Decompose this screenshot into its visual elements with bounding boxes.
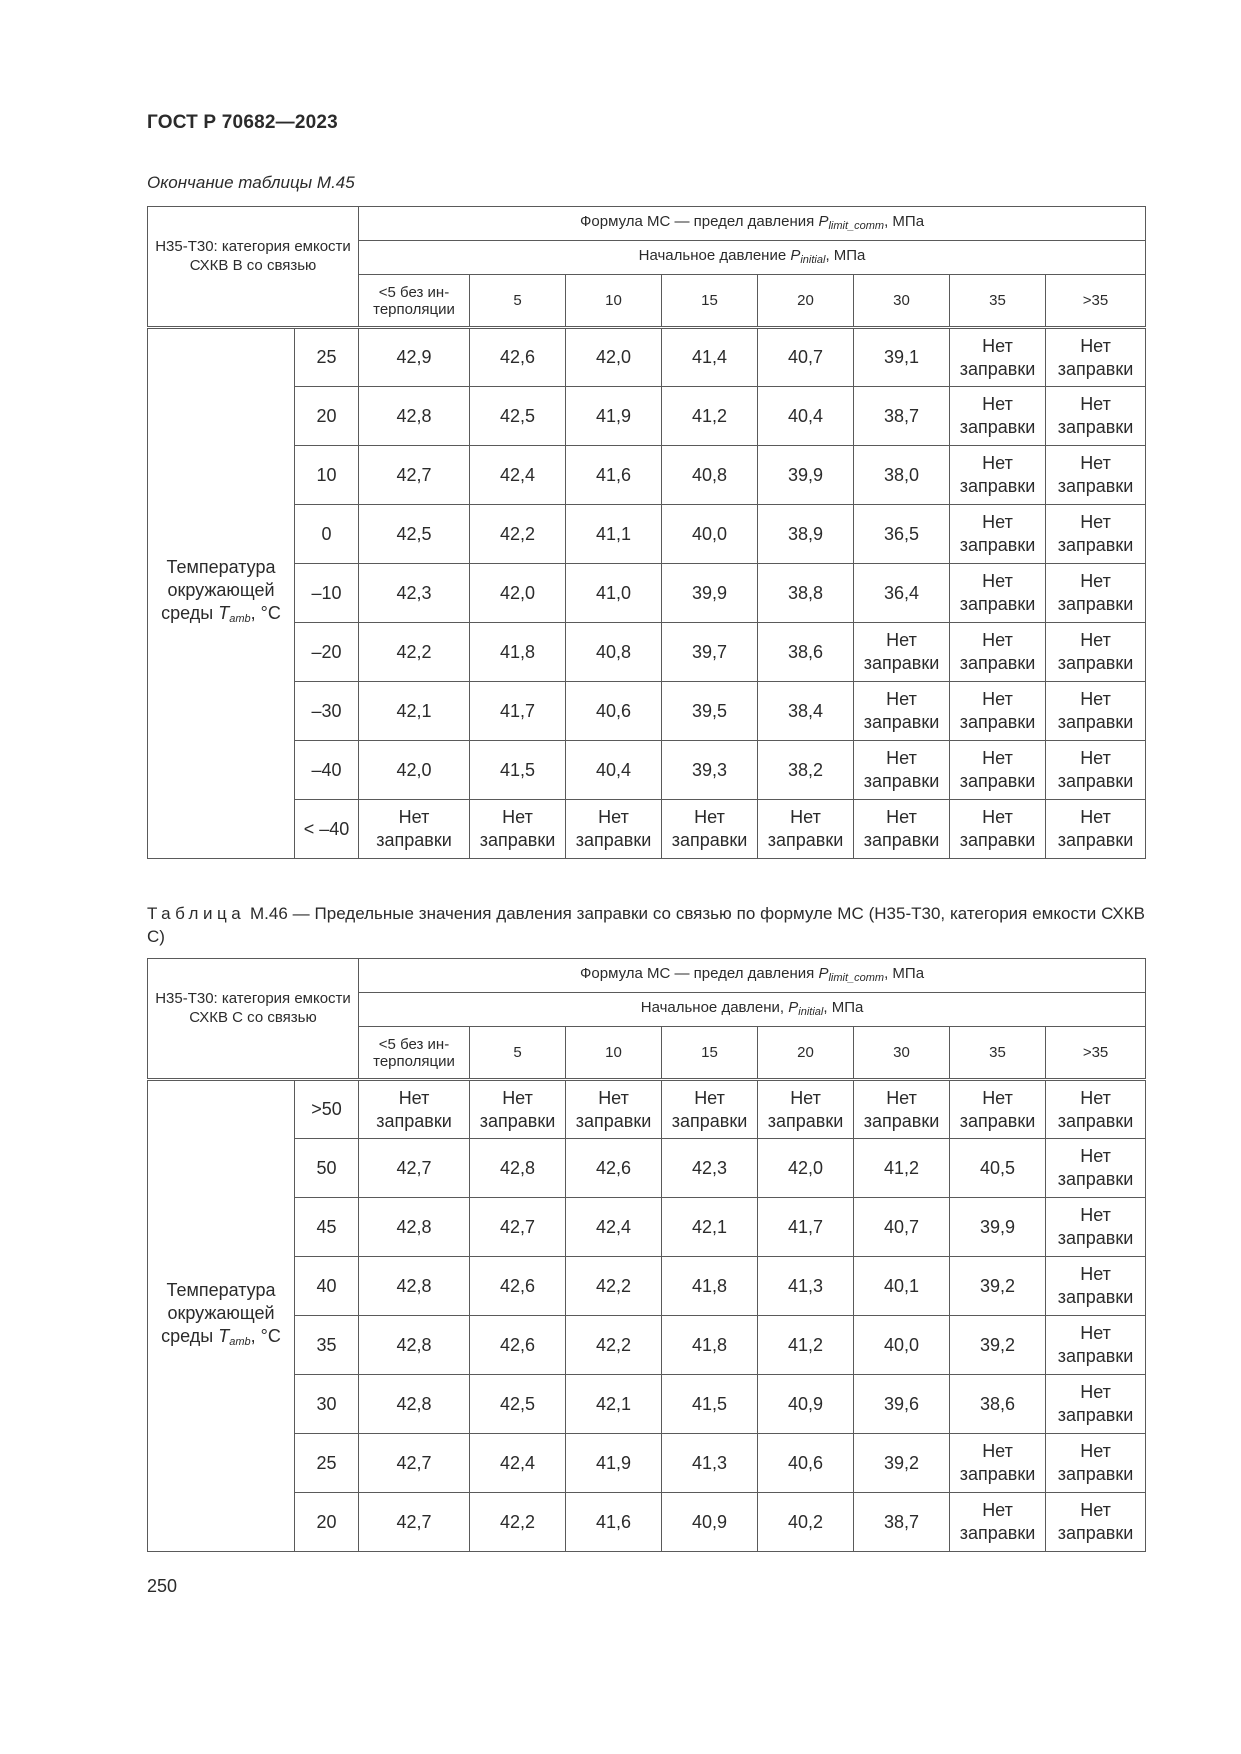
stub-subscript: amb <box>229 1335 251 1348</box>
formula-text: Формула МС — предел давления <box>580 964 819 982</box>
temperature-value: 25 <box>295 1434 359 1493</box>
table-row <box>148 1257 1146 1316</box>
temperature-value: 10 <box>295 446 359 505</box>
table-corner-header: Н35-Т30: категория емкости СХКВ В со связью <box>148 207 359 328</box>
pressure-value: Нет заправки <box>950 682 1046 741</box>
pressure-value: 41,8 <box>662 1257 758 1316</box>
pressure-value: 42,2 <box>470 505 566 564</box>
column-header: >35 <box>1046 275 1146 328</box>
table-caption-label: Таблица <box>147 904 246 923</box>
formula-variable: P <box>818 964 829 982</box>
column-header: 5 <box>470 1027 566 1080</box>
table-row <box>148 1434 1146 1493</box>
pressure-value: 41,9 <box>566 1434 662 1493</box>
pressure-value: 42,7 <box>359 1139 470 1198</box>
pressure-value: Нет заправки <box>854 623 950 682</box>
formula-variable: P <box>818 212 829 230</box>
pressure-value: 36,5 <box>854 505 950 564</box>
temperature-value: 20 <box>295 1493 359 1552</box>
pressure-value: 42,2 <box>566 1257 662 1316</box>
pressure-value: 42,3 <box>359 564 470 623</box>
formula-unit: , МПа <box>884 212 925 230</box>
pressure-value: 40,2 <box>758 1493 854 1552</box>
pressure-value: Нет заправки <box>950 623 1046 682</box>
table-row <box>148 1139 1146 1198</box>
pressure-value: 39,3 <box>662 741 758 800</box>
stub-text: Температура окружающей среды <box>161 1279 276 1346</box>
pressure-value: 41,7 <box>758 1198 854 1257</box>
pressure-value: Нет заправки <box>950 387 1046 446</box>
initial-subscript: initial <box>800 253 826 266</box>
pressure-value: 36,4 <box>854 564 950 623</box>
pressure-value: 42,8 <box>470 1139 566 1198</box>
pressure-value: 42,6 <box>566 1139 662 1198</box>
pressure-value: 40,6 <box>566 682 662 741</box>
pressure-value: 42,1 <box>359 682 470 741</box>
pressure-value: Нет заправки <box>1046 1257 1146 1316</box>
pressure-value: 41,5 <box>470 741 566 800</box>
stub-variable: T <box>218 603 230 623</box>
table-row <box>148 1198 1146 1257</box>
pressure-value: 41,8 <box>662 1316 758 1375</box>
pressure-value: Нет заправки <box>950 505 1046 564</box>
pressure-value: 42,8 <box>359 387 470 446</box>
pressure-value: Нет заправки <box>758 1080 854 1139</box>
pressure-value: 41,3 <box>662 1434 758 1493</box>
column-header: 20 <box>758 275 854 328</box>
pressure-value: Нет заправки <box>359 800 470 859</box>
pressure-value: Нет заправки <box>950 564 1046 623</box>
pressure-value: 38,7 <box>854 1493 950 1552</box>
pressure-value: 41,6 <box>566 446 662 505</box>
pressure-value: Нет заправки <box>854 741 950 800</box>
pressure-value: Нет заправки <box>566 800 662 859</box>
pressure-value: 42,6 <box>470 1316 566 1375</box>
pressure-value: 42,7 <box>359 1434 470 1493</box>
column-header: <5 без ин-терполяции <box>359 1027 470 1080</box>
pressure-value: 40,5 <box>950 1139 1046 1198</box>
pressure-value: 42,8 <box>359 1316 470 1375</box>
pressure-value: 41,4 <box>662 328 758 387</box>
pressure-value: 41,5 <box>662 1375 758 1434</box>
pressure-value: 40,0 <box>662 505 758 564</box>
pressure-value: 42,4 <box>566 1198 662 1257</box>
pressure-value: Нет заправки <box>950 741 1046 800</box>
pressure-value: Нет заправки <box>854 682 950 741</box>
pressure-value: 42,9 <box>359 328 470 387</box>
stub-subscript: amb <box>229 613 251 625</box>
pressure-value: 42,0 <box>359 741 470 800</box>
pressure-value: 42,8 <box>359 1375 470 1434</box>
pressure-value: 40,9 <box>758 1375 854 1434</box>
pressure-value: Нет заправки <box>1046 623 1146 682</box>
column-header: <5 без ин-терполяции <box>359 275 470 328</box>
pressure-value: Нет заправки <box>1046 564 1146 623</box>
pressure-value: Нет заправки <box>950 1434 1046 1493</box>
temperature-value: –20 <box>295 623 359 682</box>
temperature-value: –10 <box>295 564 359 623</box>
column-header: 30 <box>854 275 950 328</box>
pressure-value: 40,0 <box>854 1316 950 1375</box>
stub-variable: T <box>218 1325 230 1346</box>
pressure-value: Нет заправки <box>1046 800 1146 859</box>
temperature-value: 45 <box>295 1198 359 1257</box>
formula-subscript: limit_comm <box>828 971 885 984</box>
pressure-value: 41,7 <box>470 682 566 741</box>
pressure-value: 41,2 <box>854 1139 950 1198</box>
pressure-value: Нет заправки <box>758 800 854 859</box>
stub-unit: , °С <box>250 603 281 623</box>
pressure-value: 40,8 <box>566 623 662 682</box>
column-header: 35 <box>950 1027 1046 1080</box>
initial-variable: P <box>788 998 799 1016</box>
formula-header <box>359 959 1146 993</box>
stub-text: Температура окружающей среды <box>161 557 276 623</box>
table-row <box>148 741 1146 800</box>
table-caption <box>147 902 1145 948</box>
column-header: 20 <box>758 1027 854 1080</box>
pressure-value: 41,1 <box>566 505 662 564</box>
pressure-value: 39,2 <box>950 1316 1046 1375</box>
stub-unit: , °С <box>250 1325 281 1346</box>
table-row <box>148 505 1146 564</box>
pressure-value: 38,4 <box>758 682 854 741</box>
pressure-value: 41,3 <box>758 1257 854 1316</box>
formula-unit: , МПа <box>884 964 925 982</box>
pressure-value: 42,6 <box>470 1257 566 1316</box>
pressure-value: 39,9 <box>950 1198 1046 1257</box>
pressure-value: Нет заправки <box>359 1080 470 1139</box>
pressure-value: 40,9 <box>662 1493 758 1552</box>
pressure-value: Нет заправки <box>950 328 1046 387</box>
table-row <box>148 623 1146 682</box>
pressure-value: Нет заправки <box>1046 387 1146 446</box>
pressure-value: 41,8 <box>470 623 566 682</box>
pressure-value: 42,2 <box>470 1493 566 1552</box>
pressure-value: 42,8 <box>359 1198 470 1257</box>
pressure-value: 39,2 <box>854 1434 950 1493</box>
pressure-value: 38,8 <box>758 564 854 623</box>
initial-unit: , МПа <box>825 246 866 264</box>
temperature-stub-label <box>148 1080 295 1552</box>
temperature-value: >50 <box>295 1080 359 1139</box>
pressure-value: Нет заправки <box>662 800 758 859</box>
initial-unit: , МПа <box>823 998 864 1016</box>
pressure-value: 42,4 <box>470 446 566 505</box>
column-header: 30 <box>854 1027 950 1080</box>
temperature-value: 25 <box>295 328 359 387</box>
pressure-value: 40,7 <box>758 328 854 387</box>
pressure-value: 42,5 <box>359 505 470 564</box>
document-number: ГОСТ Р 70682—2023 <box>147 112 338 133</box>
pressure-value: 41,2 <box>758 1316 854 1375</box>
pressure-value: 41,6 <box>566 1493 662 1552</box>
initial-text: Начальное давлени, <box>640 998 789 1016</box>
initial-text: Начальное давление <box>638 246 791 264</box>
pressure-value: Нет заправки <box>950 1080 1046 1139</box>
temperature-value: 0 <box>295 505 359 564</box>
pressure-value: Нет заправки <box>1046 446 1146 505</box>
pressure-value: 39,2 <box>950 1257 1046 1316</box>
pressure-value: 39,9 <box>662 564 758 623</box>
pressure-value: 38,2 <box>758 741 854 800</box>
pressure-value: 39,5 <box>662 682 758 741</box>
temperature-value: –40 <box>295 741 359 800</box>
pressure-value: 38,0 <box>854 446 950 505</box>
table-body <box>148 207 1146 859</box>
pressure-value: 38,9 <box>758 505 854 564</box>
pressure-value: 38,6 <box>758 623 854 682</box>
table-row <box>148 564 1146 623</box>
pressure-value: Нет заправки <box>1046 682 1146 741</box>
pressure-value: 41,0 <box>566 564 662 623</box>
column-header: 35 <box>950 275 1046 328</box>
pressure-value: Нет заправки <box>950 446 1046 505</box>
pressure-value: 42,8 <box>359 1257 470 1316</box>
page-number: 250 <box>147 1576 178 1596</box>
pressure-value: 42,5 <box>470 1375 566 1434</box>
pressure-value: 42,6 <box>470 328 566 387</box>
pressure-value: 40,8 <box>662 446 758 505</box>
pressure-value: 42,7 <box>470 1198 566 1257</box>
pressure-value: Нет заправки <box>1046 1493 1146 1552</box>
pressure-value: 38,6 <box>950 1375 1046 1434</box>
temperature-value: 40 <box>295 1257 359 1316</box>
pressure-value: Нет заправки <box>1046 1139 1146 1198</box>
temperature-value: 30 <box>295 1375 359 1434</box>
pressure-value: 42,0 <box>470 564 566 623</box>
initial-pressure-header <box>359 241 1146 275</box>
table-row <box>148 1316 1146 1375</box>
pressure-value: 41,9 <box>566 387 662 446</box>
table-row <box>148 682 1146 741</box>
header-row <box>148 959 1146 993</box>
table-row <box>148 328 1146 387</box>
pressure-value: Нет заправки <box>854 800 950 859</box>
column-header: 10 <box>566 1027 662 1080</box>
pressure-table-m46 <box>147 958 1146 1552</box>
pressure-value: Нет заправки <box>1046 1375 1146 1434</box>
formula-subscript: limit_comm <box>828 219 885 232</box>
pressure-value: 38,7 <box>854 387 950 446</box>
pressure-value: Нет заправки <box>1046 1316 1146 1375</box>
table-row <box>148 387 1146 446</box>
pressure-value: 40,4 <box>566 741 662 800</box>
table-row <box>148 800 1146 859</box>
column-header: 5 <box>470 275 566 328</box>
pressure-value: Нет заправки <box>1046 505 1146 564</box>
pressure-value: 42,2 <box>566 1316 662 1375</box>
pressure-value: 42,3 <box>662 1139 758 1198</box>
pressure-value: Нет заправки <box>1046 1434 1146 1493</box>
pressure-value: Нет заправки <box>470 800 566 859</box>
pressure-value: Нет заправки <box>950 800 1046 859</box>
pressure-value: 42,7 <box>359 446 470 505</box>
table-row <box>148 1493 1146 1552</box>
column-header: 15 <box>662 275 758 328</box>
pressure-value: 42,4 <box>470 1434 566 1493</box>
table-corner-header: Н35-Т30: категория емкости СХКВ С со связью <box>148 959 359 1080</box>
pressure-value: 42,2 <box>359 623 470 682</box>
pressure-value: 42,5 <box>470 387 566 446</box>
pressure-value: Нет заправки <box>470 1080 566 1139</box>
table-row <box>148 446 1146 505</box>
header-row <box>148 207 1146 241</box>
pressure-value: Нет заправки <box>1046 328 1146 387</box>
initial-subscript: initial <box>798 1005 824 1018</box>
pressure-value: 39,1 <box>854 328 950 387</box>
pressure-value: 40,1 <box>854 1257 950 1316</box>
formula-text: Формула МС — предел давления <box>580 212 819 230</box>
temperature-value: 35 <box>295 1316 359 1375</box>
pressure-value: Нет заправки <box>566 1080 662 1139</box>
table-row <box>148 1080 1146 1139</box>
pressure-value: 42,7 <box>359 1493 470 1552</box>
column-header: 10 <box>566 275 662 328</box>
table-row <box>148 1375 1146 1434</box>
table-body <box>148 959 1146 1552</box>
pressure-value: 42,0 <box>566 328 662 387</box>
temperature-value: –30 <box>295 682 359 741</box>
pressure-value: 41,2 <box>662 387 758 446</box>
table-continuation-caption: Окончание таблицы М.45 <box>147 173 355 192</box>
column-header: >35 <box>1046 1027 1146 1080</box>
temperature-value: 50 <box>295 1139 359 1198</box>
table-caption-text: М.46 — Предельные значения давления заправки со связью по формуле МС (Н35-Т30, категория емкости СХКВ С) <box>147 904 1145 946</box>
pressure-value: Нет заправки <box>1046 1198 1146 1257</box>
pressure-value: 40,7 <box>854 1198 950 1257</box>
pressure-value: Нет заправки <box>662 1080 758 1139</box>
temperature-value: < –40 <box>295 800 359 859</box>
initial-variable: P <box>790 246 801 264</box>
formula-header <box>359 207 1146 241</box>
pressure-table-m45 <box>147 206 1146 859</box>
temperature-value: 20 <box>295 387 359 446</box>
pressure-value: 39,6 <box>854 1375 950 1434</box>
pressure-value: 39,9 <box>758 446 854 505</box>
pressure-value: Нет заправки <box>854 1080 950 1139</box>
pressure-value: 40,6 <box>758 1434 854 1493</box>
column-header: 15 <box>662 1027 758 1080</box>
pressure-value: Нет заправки <box>1046 741 1146 800</box>
pressure-value: Нет заправки <box>950 1493 1046 1552</box>
pressure-value: 42,1 <box>566 1375 662 1434</box>
initial-pressure-header <box>359 993 1146 1027</box>
pressure-value: 39,7 <box>662 623 758 682</box>
pressure-value: 42,1 <box>662 1198 758 1257</box>
temperature-stub-label <box>148 328 295 859</box>
pressure-value: Нет заправки <box>1046 1080 1146 1139</box>
pressure-value: 40,4 <box>758 387 854 446</box>
pressure-value: 42,0 <box>758 1139 854 1198</box>
